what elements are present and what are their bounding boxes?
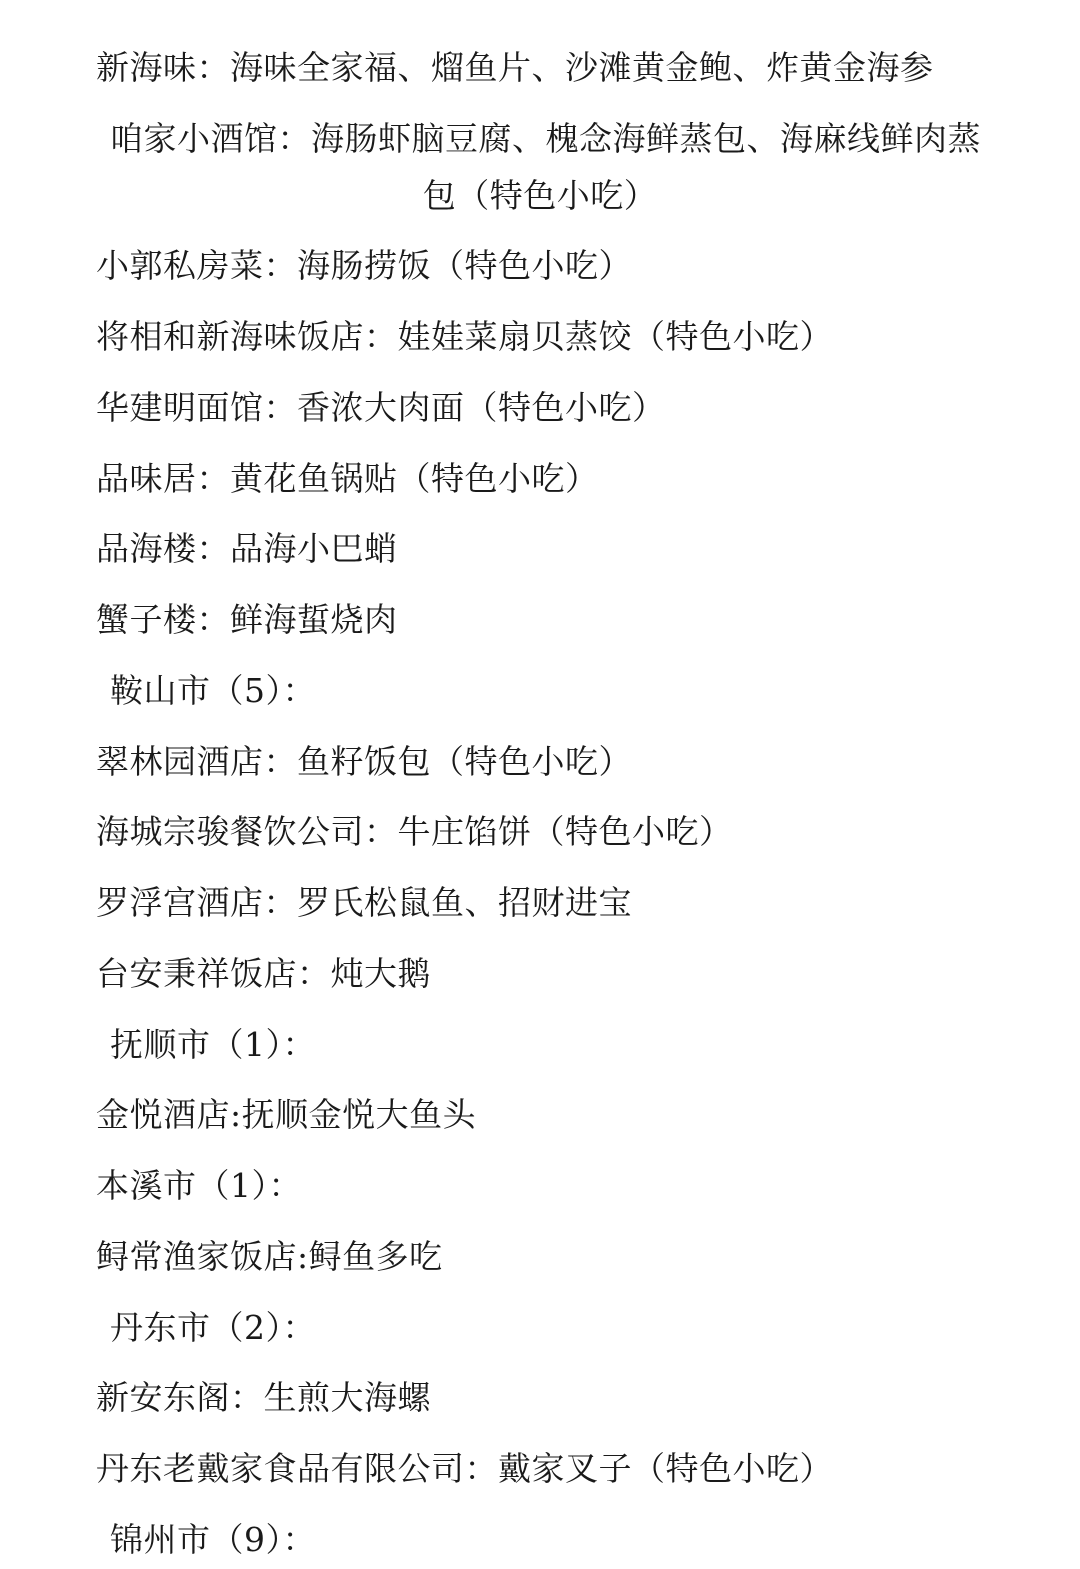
line-cuilinyuan: 翠林园酒店：鱼籽饭包（特色小吃）	[96, 741, 632, 781]
line-zanjia-1: 咱家小酒馆：海肠虾脑豆腐、槐念海鲜蒸包、海麻线鲜肉蒸	[110, 118, 981, 158]
line-xinhaiwei: 新海味：海味全家福、熘鱼片、沙滩黄金鲍、炸黄金海参	[96, 48, 934, 87]
line-xunchang: 鲟常渔家饭店:鲟鱼多吃	[96, 1236, 443, 1276]
line-haichengzongjun: 海城宗骏餐饮公司：牛庄馅饼（特色小吃）	[96, 812, 733, 852]
heading-benxi: 本溪市（1）：	[96, 1166, 302, 1205]
line-huajianming: 华建明面馆：香浓大肉面（特色小吃）	[96, 387, 666, 427]
line-jinyue: 金悦酒店:抚顺金悦大鱼头	[96, 1095, 477, 1135]
document-body	[96, 40, 984, 1569]
heading-jinzhou: 锦州市（9）：	[110, 1519, 316, 1559]
line-pinweiju: 品味居：黄花鱼锅贴（特色小吃）	[96, 458, 599, 498]
heading-anshan: 鞍山市（5）：	[110, 670, 316, 710]
line-pinhailou: 品海楼：品海小巴蛸	[96, 529, 398, 569]
heading-dandong: 丹东市（2）：	[110, 1307, 316, 1347]
line-zanjia-2: 包（特色小吃）	[422, 175, 658, 215]
line-xiaoguo: 小郭私房菜：海肠捞饭（特色小吃）	[96, 246, 632, 286]
line-taianbingxiang: 台安秉祥饭店：炖大鹅	[96, 953, 431, 993]
heading-fushun: 抚顺市（1）：	[110, 1024, 316, 1064]
line-jiangxianghe: 将相和新海味饭店：娃娃菜扇贝蒸饺（特色小吃）	[96, 317, 833, 356]
line-xinandongge: 新安东阁：生煎大海螺	[96, 1378, 431, 1418]
line-laodaijia: 丹东老戴家食品有限公司：戴家叉子（特色小吃）	[96, 1449, 833, 1488]
line-luofugong: 罗浮宫酒店：罗氏松鼠鱼、招财进宝	[96, 883, 632, 922]
line-xiezilou: 蟹子楼：鲜海蜇烧肉	[96, 600, 398, 639]
